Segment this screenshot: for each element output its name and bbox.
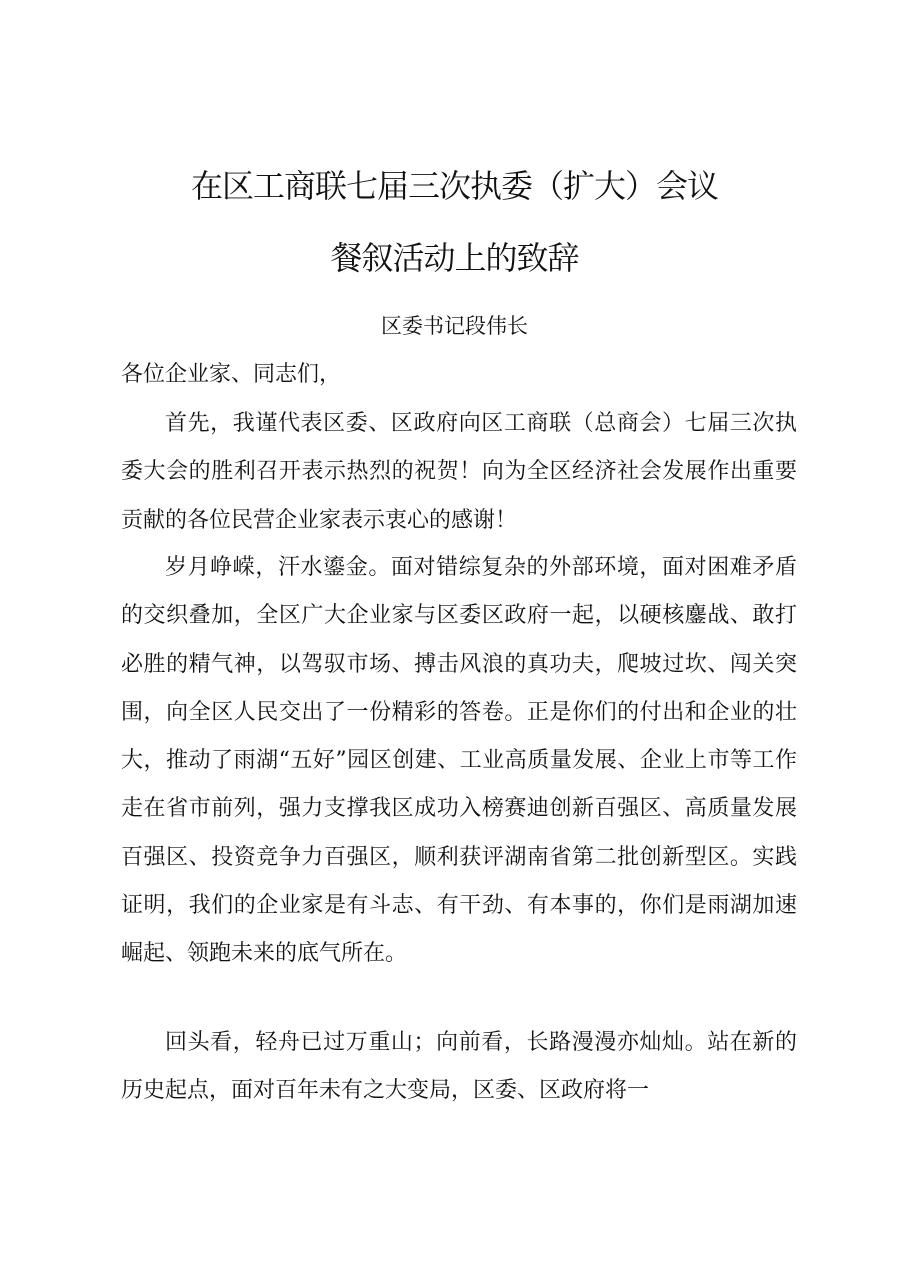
salutation: 各位企业家、同志们，: [121, 362, 342, 387]
paragraph-2: 岁月峥嵘，汗水鎏金。面对错综复杂的外部环境，面对困难矛盾的交织叠加，全区广大企业家与区委区政府一起，以硬核鏖战、敢打必胜的精气神，以驾驭市场、搏击风浪的真功夫，爬坡过坎、闯关突围，向全区人民交出了一份精彩的答卷。正是你们的付出和企业的壮大，推动了雨湖“五好”园区创建、工业高质量发展、企业上市等工作走在省市前列，强力支撑我区成功入榜赛迪创新百强区、高质量发展百强区、投资竞争力百强区，顺利获评湖南省第二批创新型区。实践证明，我们的企业家是有斗志、有干劲、有本事的，你们是雨湖加速崛起、领跑未来的底气所在。: [121, 555, 797, 967]
paragraph-3: 回头看，轻舟已过万重山；向前看，长路漫漫亦灿灿。站在新的历史起点，面对百年未有之大变局，区委、区政府将一: [121, 1030, 797, 1104]
document-title-line-2: 餐叙活动上的致辞: [330, 239, 579, 277]
document-title-line-1: 在区工商联七届三次执委（扩大）会议: [190, 167, 718, 205]
document-author: 区委书记段伟长: [381, 314, 528, 338]
paragraph-1: 首先，我谨代表区委、区政府向区工商联（总商会）七届三次执委大会的胜利召开表示热烈的祝贺！向为全区经济社会发展作出重要贡献的各位民营企业家表示衷心的感谢！: [121, 411, 797, 533]
